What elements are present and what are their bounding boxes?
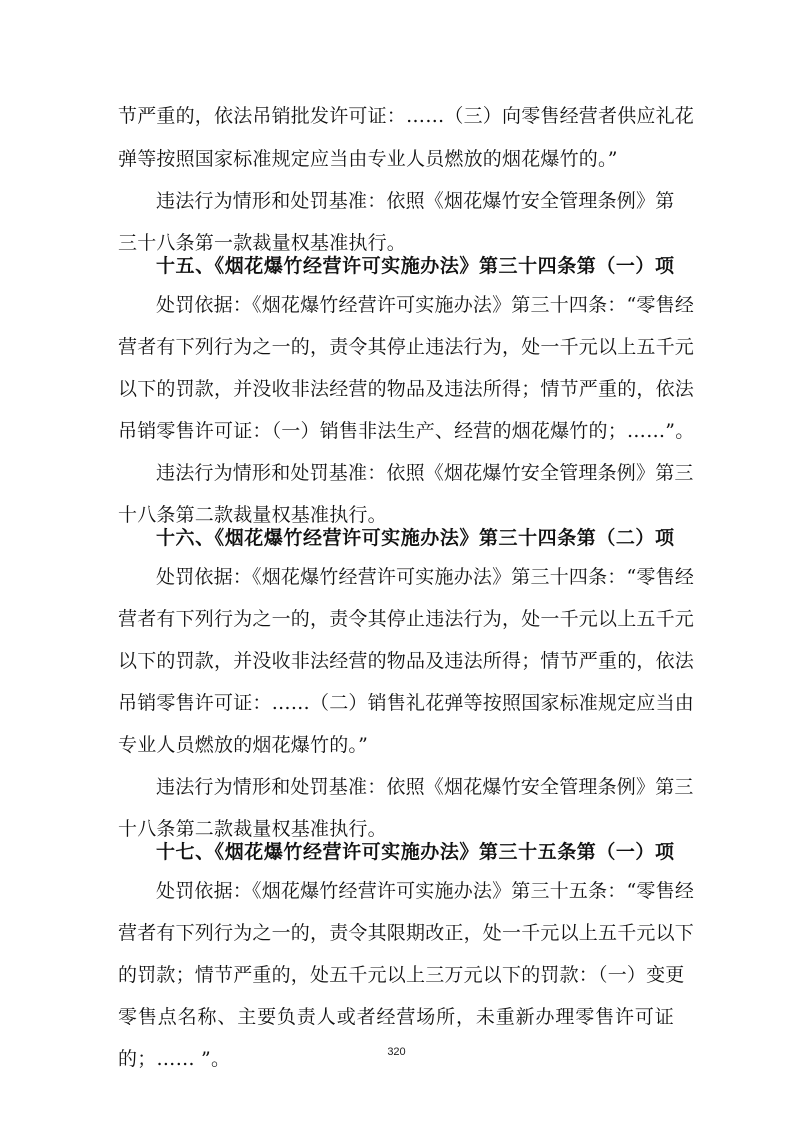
section-heading-16: 十六、《烟花爆竹经营许可实施办法》第三十四条第（二）项 bbox=[156, 527, 674, 549]
body-line: 吊销零售许可证：（一）销售非法生产、经营的烟花爆竹的；……”。 bbox=[118, 420, 695, 442]
body-line: 的罚款；情节严重的，处五千元以上三万元以下的罚款：（一）变更 bbox=[118, 964, 685, 986]
body-line: 处罚依据：《烟花爆竹经营许可实施办法》第三十四条：“零售经 bbox=[156, 566, 695, 588]
body-line: 营者有下列行为之一的，责令其限期改正，处一千元以上五千元以下 bbox=[118, 922, 695, 944]
section-heading-15: 十五、《烟花爆竹经营许可实施办法》第三十四条第（一）项 bbox=[156, 255, 674, 277]
body-line: 三十八条第一款裁量权基准执行。 bbox=[118, 232, 407, 254]
body-line: 以下的罚款，并没收非法经营的物品及违法所得；情节严重的，依法 bbox=[118, 378, 695, 400]
body-line: 营者有下列行为之一的，责令其停止违法行为，处一千元以上五千元 bbox=[118, 336, 695, 358]
body-line: 的；…… ”。 bbox=[118, 1048, 231, 1070]
body-line: 弹等按照国家标准规定应当由专业人员燃放的烟花爆竹的。” bbox=[118, 148, 618, 170]
body-line: 违法行为情形和处罚基准：依照《烟花爆竹安全管理条例》第三 bbox=[156, 462, 694, 484]
page-number: 320 bbox=[387, 1046, 406, 1058]
body-line: 十八条第二款裁量权基准执行。 bbox=[118, 504, 387, 526]
section-heading-17: 十七、《烟花爆竹经营许可实施办法》第三十五条第（一）项 bbox=[156, 841, 674, 863]
body-line: 违法行为情形和处罚基准：依照《烟花爆竹安全管理条例》第 bbox=[156, 190, 675, 212]
body-line: 以下的罚款，并没收非法经营的物品及违法所得；情节严重的，依法 bbox=[118, 650, 695, 672]
body-line: 专业人员燃放的烟花爆竹的。” bbox=[118, 734, 369, 756]
body-line: 零售点名称、主要负责人或者经营场所，未重新办理零售许可证 bbox=[118, 1006, 674, 1028]
body-line: 节严重的，依法吊销批发许可证：……（三）向零售经营者供应礼花 bbox=[118, 105, 695, 127]
body-line: 违法行为情形和处罚基准：依照《烟花爆竹安全管理条例》第三 bbox=[156, 776, 694, 798]
body-line: 十八条第二款裁量权基准执行。 bbox=[118, 818, 387, 840]
body-line: 营者有下列行为之一的，责令其停止违法行为，处一千元以上五千元 bbox=[118, 608, 695, 630]
body-line: 处罚依据：《烟花爆竹经营许可实施办法》第三十四条：“零售经 bbox=[156, 294, 695, 316]
body-line: 处罚依据：《烟花爆竹经营许可实施办法》第三十五条：“零售经 bbox=[156, 880, 695, 902]
body-line: 吊销零售许可证：……（二）销售礼花弹等按照国家标准规定应当由 bbox=[118, 692, 695, 714]
